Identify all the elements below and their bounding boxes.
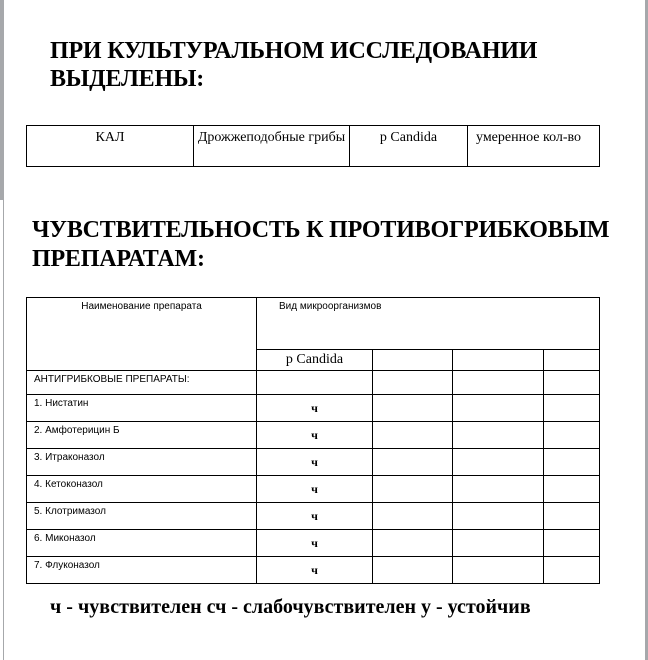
empty-cell [544, 395, 600, 422]
drug-result: ч [257, 395, 373, 422]
culture-row [27, 126, 600, 167]
empty-cell [373, 530, 453, 557]
table-row [27, 422, 600, 449]
drug-rows [27, 395, 600, 584]
empty-cell [453, 449, 544, 476]
empty-cell [453, 557, 544, 584]
window-edge-left-line [3, 200, 4, 660]
group-row [27, 371, 600, 395]
cell-material: КАЛ [27, 126, 194, 167]
heading-sensitivity: ЧУВСТВИТЕЛЬНОСТЬ К ПРОТИВОГРИБКОВЫМ ПРЕПАРАТАМ: [32, 217, 610, 272]
drug-result: ч [257, 422, 373, 449]
drug-result: ч [257, 557, 373, 584]
legend: ч - чувствителен сч - слабочувствителен у - устойчив [50, 596, 531, 618]
empty-cell [453, 503, 544, 530]
empty-cell [453, 395, 544, 422]
table-row [27, 395, 600, 422]
empty-cell [544, 371, 600, 395]
empty-cell [453, 422, 544, 449]
culture-table [26, 125, 600, 167]
header-organism-type: Вид микроорганизмов [257, 298, 600, 350]
group-label: АНТИГРИБКОВЫЕ ПРЕПАРАТЫ: [27, 371, 257, 395]
header-row [27, 298, 600, 350]
empty-cell [544, 476, 600, 503]
table-row [27, 530, 600, 557]
empty-cell [544, 449, 600, 476]
empty-cell [544, 530, 600, 557]
empty-cell [373, 503, 453, 530]
empty-cell [257, 371, 373, 395]
empty-cell [373, 371, 453, 395]
empty-cell [544, 557, 600, 584]
table-row [27, 476, 600, 503]
cell-amount: умеренное кол-во [468, 126, 600, 167]
drug-name: 6. Миконазол [27, 530, 257, 557]
empty-cell [373, 476, 453, 503]
cell-genus: р Candida [350, 126, 468, 167]
empty-cell [453, 371, 544, 395]
table-row [27, 557, 600, 584]
empty-cell [453, 476, 544, 503]
table-row [27, 449, 600, 476]
header-drug-name: Наименование препарата [27, 298, 257, 371]
organism-empty-3 [453, 350, 544, 371]
sensitivity-table [26, 297, 600, 584]
empty-cell [544, 503, 600, 530]
organism-empty-2 [373, 350, 453, 371]
cell-organism-type: Дрожжеподобные грибы [194, 126, 350, 167]
empty-cell [373, 395, 453, 422]
empty-cell [373, 422, 453, 449]
empty-cell [373, 557, 453, 584]
empty-cell [544, 422, 600, 449]
drug-name: 5. Клотримазол [27, 503, 257, 530]
drug-name: 3. Итраконазол [27, 449, 257, 476]
drug-result: ч [257, 530, 373, 557]
drug-result: ч [257, 449, 373, 476]
organism-empty-4 [544, 350, 600, 371]
table-row [27, 503, 600, 530]
organism-candida: р Candida [257, 350, 373, 371]
drug-result: ч [257, 476, 373, 503]
empty-cell [373, 449, 453, 476]
drug-name: 7. Флуконазол [27, 557, 257, 584]
window-edge-left [0, 0, 4, 200]
drug-result: ч [257, 503, 373, 530]
heading-culture-results: ПРИ КУЛЬТУРАЛЬНОМ ИССЛЕДОВАНИИ ВЫДЕЛЕНЫ: [50, 38, 538, 92]
drug-name: 4. Кетоконазол [27, 476, 257, 503]
drug-name: 1. Нистатин [27, 395, 257, 422]
drug-name: 2. Амфотерицин Б [27, 422, 257, 449]
empty-cell [453, 530, 544, 557]
